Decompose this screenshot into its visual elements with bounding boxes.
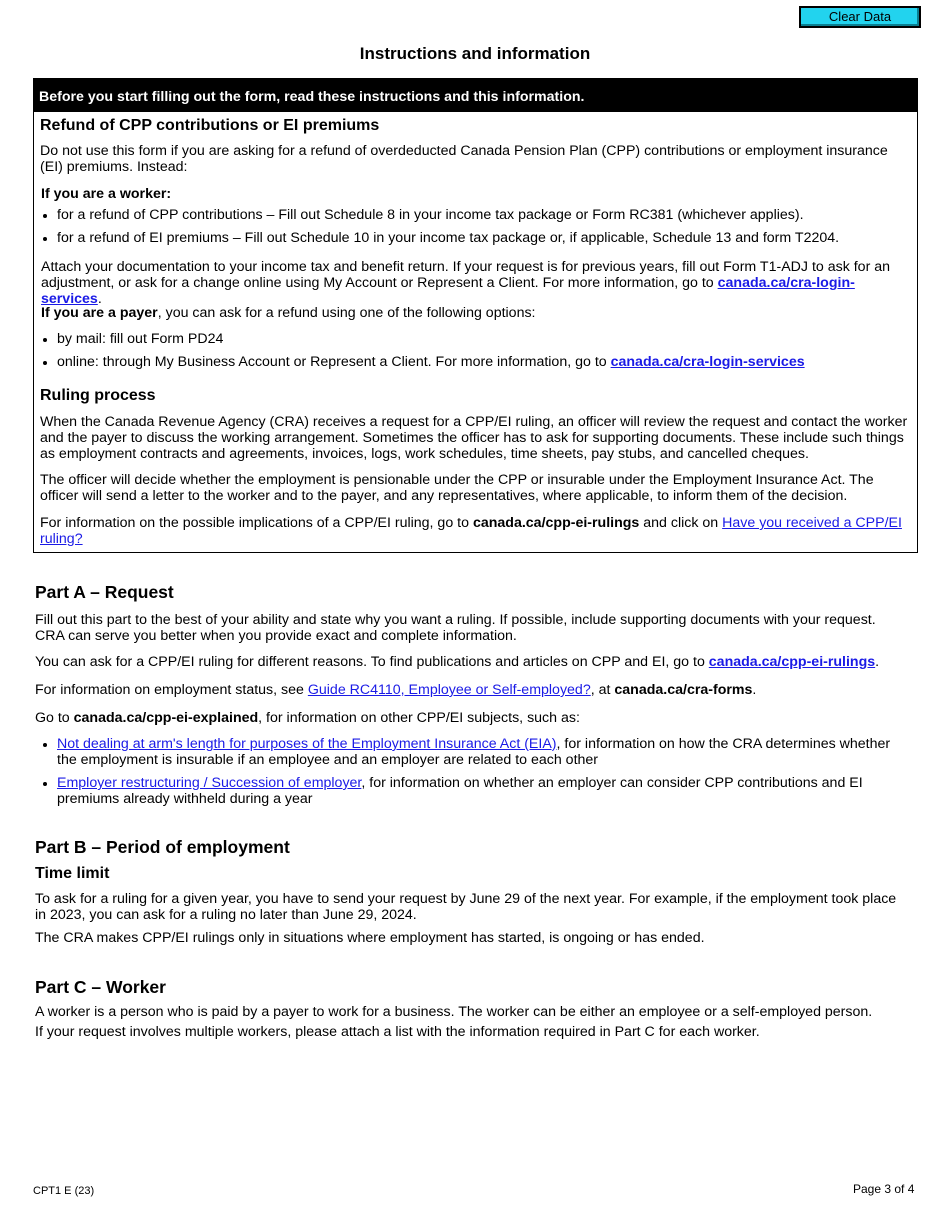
ruling-p3-text: For information on the possible implications of a CPP/EI ruling, go to (40, 515, 469, 531)
cpp-ei-rulings-link[interactable]: canada.ca/cpp-ei-rulings (708, 654, 876, 670)
payer-online-text: online: through My Business Account or Represent a Client. For more information, go to (57, 354, 607, 370)
instructions-box-header: Before you start filling out the form, read these instructions and this information. (34, 79, 917, 112)
cra-forms-ref: canada.ca/cra-forms (614, 682, 753, 698)
part-c-heading: Part C – Worker (35, 977, 166, 997)
guide-rc4110-link[interactable]: Guide RC4110, Employee or Self-employed? (307, 682, 591, 698)
page-number: Page 3 of 4 (853, 1182, 915, 1196)
part-a-p2-text: You can ask for a CPP/EI ruling for different reasons. To find publications and articles on CPP and EI, go to (35, 654, 705, 670)
part-a-paragraph-3: For information on employment status, see Guide RC4110, Employee or Self-employed?, at canada.ca/cra-forms. (35, 682, 757, 698)
part-a-paragraph-1: Fill out this part to the best of your ability and state why you want a ruling. If possible, include supporting documents with your request. CRA can serve you better when you provide exact and complete information. (35, 612, 876, 644)
ruling-paragraph-3 (40, 515, 910, 547)
part-a-p4-text: Go to (35, 710, 70, 726)
clear-data-button[interactable]: Clear Data (799, 6, 921, 28)
ruling-p3-text-2: and click on (643, 515, 719, 531)
employer-restructuring-text: , for information on whether an employer can consider CPP contributions and EI premiums already withheld during a year (57, 775, 863, 807)
time-limit-heading: Time limit (35, 865, 110, 882)
received-ruling-link[interactable]: Have you received a CPP/EI ruling? (40, 515, 902, 547)
attach-paragraph: Attach your documentation to your income tax and benefit return. If your request is for previous years, fill out Form T1-ADJ to ask for an adjustment, or ask for a change online using My Account or Represent a Client. For more information, go to canada.ca/cra-login-services. (41, 259, 891, 307)
employer-restructuring-link[interactable]: Employer restructuring / Succession of employer (57, 775, 362, 791)
worker-bullet-2: for a refund of EI premiums – Fill out Schedule 10 in your income tax package or, if applicable, Schedule 13 and form T2204. (57, 230, 907, 246)
arms-length-link[interactable]: Not dealing at arm's length for purposes of the Employment Insurance Act (EIA) (57, 736, 557, 752)
ruling-paragraph-2: The officer will decide whether the employment is pensionable under the CPP or insurable under the Employment Insurance Act. The officer will send a letter to the worker and to the payer, and any representatives, where applicable, to inform them of the decision. (40, 472, 874, 504)
ruling-heading: Ruling process (40, 387, 156, 404)
form-identifier: CPT1 E (23) (33, 1185, 95, 1197)
part-b-heading: Part B – Period of employment (35, 837, 290, 857)
part-a-paragraph-2: You can ask for a CPP/EI ruling for different reasons. To find publications and articles on CPP and EI, go to canada.ca/cpp-ei-rulings. (35, 654, 880, 670)
refund-intro: Do not use this form if you are asking for a refund of overdeducted Canada Pension Plan (CPP) contributions or employment insurance (EI) premiums. Instead: (40, 143, 888, 175)
cpp-ei-rulings-ref: canada.ca/cpp-ei-rulings (472, 515, 640, 531)
part-a-bullet-2 (57, 775, 897, 807)
payer-text: , you can ask for a refund using one of the following options: (157, 305, 536, 321)
page-title: Instructions and information (359, 44, 591, 63)
part-a-p4-text-2: , for information on other CPP/EI subjects, such as: (258, 710, 580, 726)
payer-bullet-mail: by mail: fill out Form PD24 (57, 331, 224, 347)
worker-label: If you are a worker: (41, 186, 172, 202)
attach-text: Attach your documentation to your income tax and benefit return. If your request is for previous years, fill out Form T1-ADJ to ask for an adjustment, or ask for a change online using My Account or Represent a Client. For more information, go to (41, 259, 891, 291)
part-a-p3-text: For information on employment status, see (35, 682, 304, 698)
ruling-paragraph-1: When the Canada Revenue Agency (CRA) receives a request for a CPP/EI ruling, an officer will review the request and contact the worker and the payer to discuss the working arrangement. Sometimes the officer has to ask for supporting documents. These include such things as employment contracts and agreements, invoices, logs, work schedules, time sheets, pay stubs, and cancelled cheques. (40, 414, 908, 462)
part-a-p3-mid: , at (590, 682, 611, 698)
worker-bullet-1: for a refund of CPP contributions – Fill out Schedule 8 in your income tax package or Form RC381 (whichever applies). (57, 207, 907, 223)
part-b-paragraph-1: To ask for a ruling for a given year, you have to send your request by June 29 of the next year. For example, if the employment took place in 2023, you can ask for a ruling no later than June 29, 2024. (35, 891, 897, 923)
part-c-paragraph-2: If your request involves multiple workers, please attach a list with the information required in Part C for each worker. (35, 1024, 760, 1040)
payer-bullet-online (57, 354, 907, 370)
cpp-ei-explained-ref: canada.ca/cpp-ei-explained (73, 710, 259, 726)
refund-heading: Refund of CPP contributions or EI premiums (40, 117, 380, 134)
cra-login-services-link-2[interactable]: canada.ca/cra-login-services (610, 354, 805, 370)
part-a-paragraph-4 (35, 710, 905, 726)
arms-length-text: , for information on how the CRA determines whether the employment is insurable if an employee and an employer are related to each other (57, 736, 891, 768)
cra-login-services-link[interactable]: canada.ca/cra-login-services (41, 275, 855, 307)
payer-paragraph (41, 305, 909, 321)
payer-label: If you are a payer (41, 305, 158, 321)
part-a-bullet-1 (57, 736, 897, 768)
part-b-paragraph-2: The CRA makes CPP/EI rulings only in situations where employment has started, is ongoing or has ended. (35, 930, 705, 946)
part-c-paragraph-1: A worker is a person who is paid by a payer to work for a business. The worker can be either an employee or a self-employed person. (35, 1004, 873, 1020)
part-a-heading: Part A – Request (35, 582, 174, 602)
